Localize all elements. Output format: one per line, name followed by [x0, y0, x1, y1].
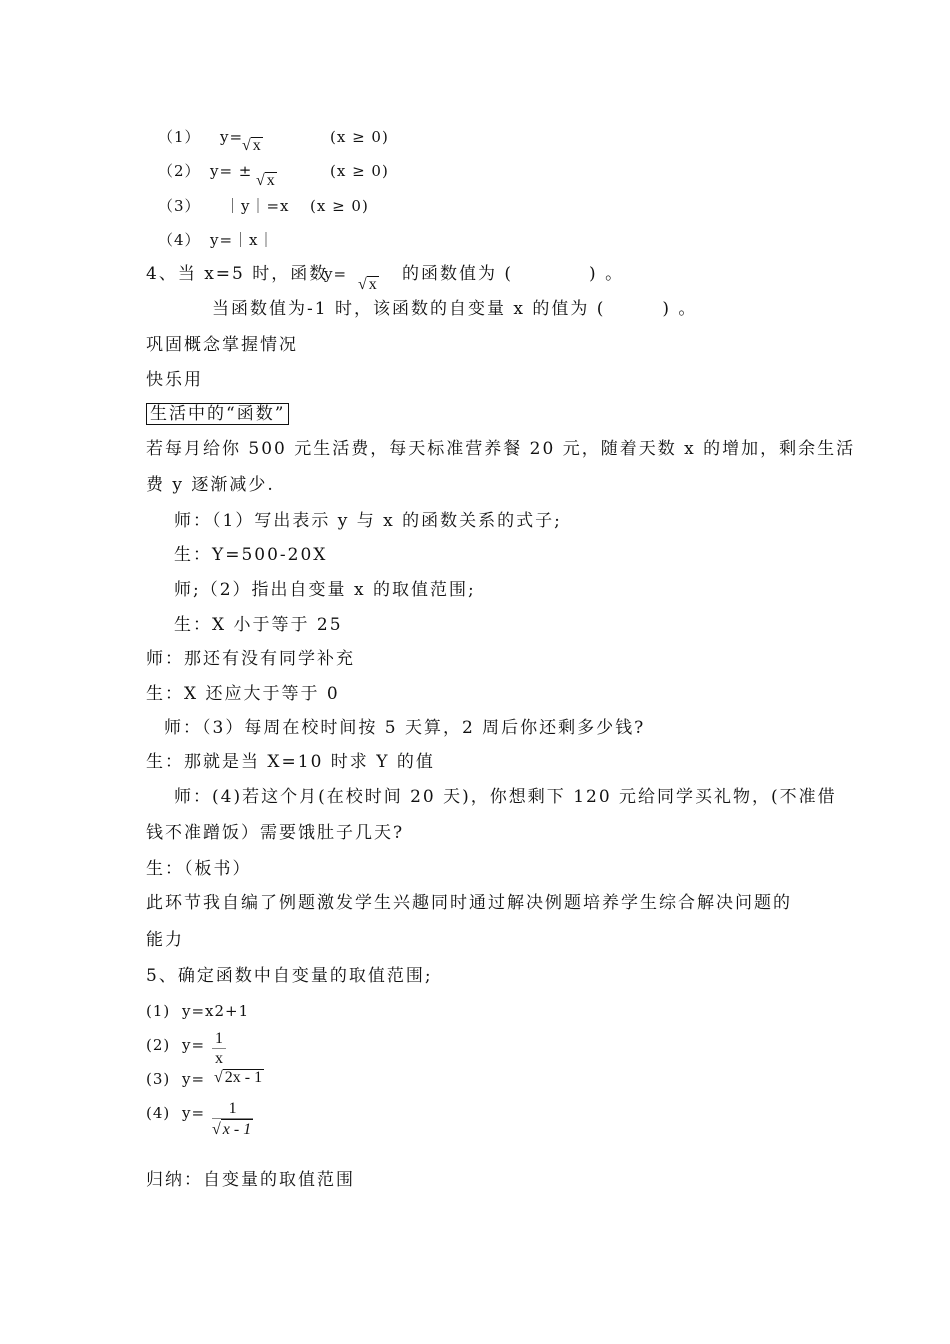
q3-item-3-cond: (x ≥ 0): [310, 197, 369, 215]
boxed-title: 生活中的“函数”: [146, 403, 289, 425]
dialogue-line: 生：X 小于等于 25: [174, 615, 343, 635]
q3-item-4-num: （4）: [158, 231, 201, 249]
summary: 归纳：自变量的取值范围: [146, 1170, 355, 1190]
q5-item-3-expr: y=: [182, 1070, 206, 1088]
q3-item-2-expr: y= ±: [210, 162, 253, 180]
dialogue-line: 师：（1）写出表示 y 与 x 的函数关系的式子;: [174, 511, 562, 531]
section-happy: 快乐用: [146, 370, 203, 390]
q4-prefix: 4、当 x=5 时，函数: [146, 264, 329, 284]
dialogue-line: 师：那还有没有同学补充: [146, 649, 355, 669]
fraction-numerator: 1: [212, 1030, 226, 1049]
q3-item-3-num: （3）: [158, 197, 201, 215]
q4-suffix: 的函数值为 ( ) 。: [402, 264, 625, 284]
q3-item-1-expr: y=: [220, 128, 244, 146]
q5-item-4-fraction: [212, 1100, 253, 1140]
q5-item-4-expr: y=: [182, 1104, 206, 1122]
dialogue-line: 师：（3）每周在校时间按 5 天算，2 周后你还剩多少钱?: [164, 718, 646, 738]
dialogue-line: 钱不准蹭饭）需要饿肚子几天?: [146, 823, 405, 843]
problem-line-2: 费 y 逐渐减少.: [146, 475, 275, 495]
q3-item-1-sqrt: √ x: [242, 137, 261, 154]
q5-item-3-sqrt: √ 2x - 1: [214, 1069, 263, 1086]
q3-item-4-expr: y=｜x｜: [210, 231, 275, 249]
dialogue-line: 师;（2）指出自变量 x 的取值范围;: [174, 580, 476, 600]
q5-item-3-num: (3): [146, 1070, 171, 1088]
dialogue-line: 生：那就是当 X=10 时求 Y 的值: [146, 752, 435, 772]
q3-item-2-cond: (x ≥ 0): [330, 162, 389, 180]
q4-line2: 当函数值为-1 时，该函数的自变量 x 的值为 ( ) 。: [212, 299, 698, 319]
q5-item-4-num: (4): [146, 1104, 171, 1122]
q4-sqrt: √ x: [358, 276, 377, 293]
q3-item-2-num: （2）: [158, 162, 201, 180]
fraction-denominator: x: [215, 1050, 223, 1067]
dialogue-line: 生：Y=500-20X: [174, 545, 328, 565]
reflection-line-2: 能力: [146, 930, 184, 950]
q3-item-1-cond: (x ≥ 0): [330, 128, 389, 146]
fraction-numerator: 1: [212, 1100, 253, 1119]
q5-item-1-num: (1): [146, 1002, 171, 1020]
q5-title: 5、确定函数中自变量的取值范围;: [146, 966, 433, 986]
q3-item-2-sqrt: √ x: [256, 172, 275, 189]
reflection-line-1: 此环节我自编了例题激发学生兴趣同时通过解决例题培养学生综合解决问题的: [146, 893, 792, 913]
fraction-denominator: √ x - 1: [212, 1121, 252, 1138]
dialogue-line: 生：X 还应大于等于 0: [146, 684, 340, 704]
problem-line-1: 若每月给你 500 元生活费，每天标准营养餐 20 元，随着天数 x 的增加，剩余生活: [146, 439, 856, 459]
q5-item-2-fraction: [212, 1030, 226, 1069]
q3-item-3-expr: ｜y｜=x: [225, 197, 290, 215]
q5-item-2-num: (2): [146, 1036, 171, 1054]
q3-item-1-num: （1）: [158, 128, 201, 146]
q5-item-2-expr: y=: [182, 1036, 206, 1054]
q4-expr: y=: [324, 265, 348, 283]
dialogue-line: 生：（板书）: [146, 859, 252, 879]
q5-item-1-expr: y=x2+1: [182, 1002, 250, 1020]
section-consolidate: 巩固概念掌握情况: [146, 335, 298, 355]
dialogue-line: 师：(4)若这个月(在校时间 20 天)，你想剩下 120 元给同学买礼物，(不准借: [174, 787, 837, 807]
